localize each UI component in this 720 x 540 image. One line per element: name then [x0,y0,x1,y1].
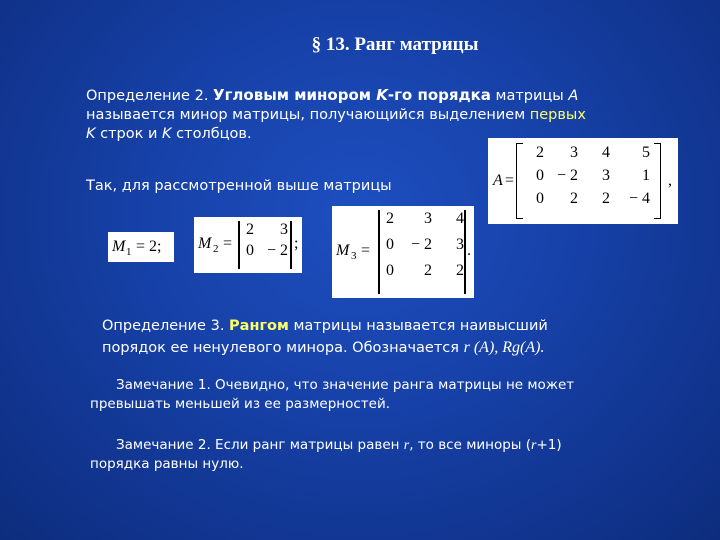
definition-3 [102,316,702,359]
remark-2-line-1: Замечание 2. Если ранг матрицы равен r, то все миноры (r+1) [116,437,562,453]
remark-1 [90,376,710,414]
matrix-a-trailing-comma: , [668,172,672,189]
m3-right-bar [464,210,466,294]
matrix-a-grid: 2 3 4 5 0 − 2 3 1 0 2 2 − 4 [536,144,650,207]
minor-m2-box: M 2 = 2 3 0 − 2 ; [194,217,302,273]
definition-2-term: Угловым минором K-го порядка [213,86,491,104]
definition-2-line-1: Определение 2. Угловым минором K-го порядка матрицы A [86,86,579,104]
minor-m3-box: M 3 = 2 3 4 0 − 2 3 0 2 2 . [332,206,474,298]
matrix-a-box [488,138,678,224]
definition-3-line-2: порядок ее ненулевого минора. Обозначается r (A), Rg(A). [102,339,545,356]
slide-title: § 13. Ранг матрицы [311,34,479,55]
matrix-a-label: A [493,172,503,189]
m2-right-bar [290,221,292,269]
remark-1-line-1: Замечание 1. Очевидно, что значение ранга матрицы не может [116,377,575,393]
definition-3-term: Рангом [229,318,289,334]
minor-m2-grid: 2 3 0 − 2 [246,221,288,259]
definition-2-line-2: называется минор матрицы, получающийся выделением первых [86,107,586,123]
minor-m1-box: M 1 = 2; [108,232,174,262]
definition-2 [86,86,706,144]
matrix-a-right-bracket [654,143,661,219]
definition-3-line-1: Определение 3. Рангом матрицы называется наивысший [102,318,548,334]
example-text: Так, для рассмотренной выше матрицы [86,178,392,194]
rank-notation: r (A), Rg(A). [463,339,545,356]
remark-2 [90,436,710,474]
minor-m3-grid: 2 3 4 0 − 2 3 0 2 2 [386,210,464,279]
definition-2-line-3: K строк и K столбцов. [86,126,252,142]
matrix-a-equals: = [505,172,515,189]
remark-2-line-2: порядка равны нулю. [90,456,244,472]
remark-1-line-2: превышать меньшей из ее размерностей. [90,396,391,412]
